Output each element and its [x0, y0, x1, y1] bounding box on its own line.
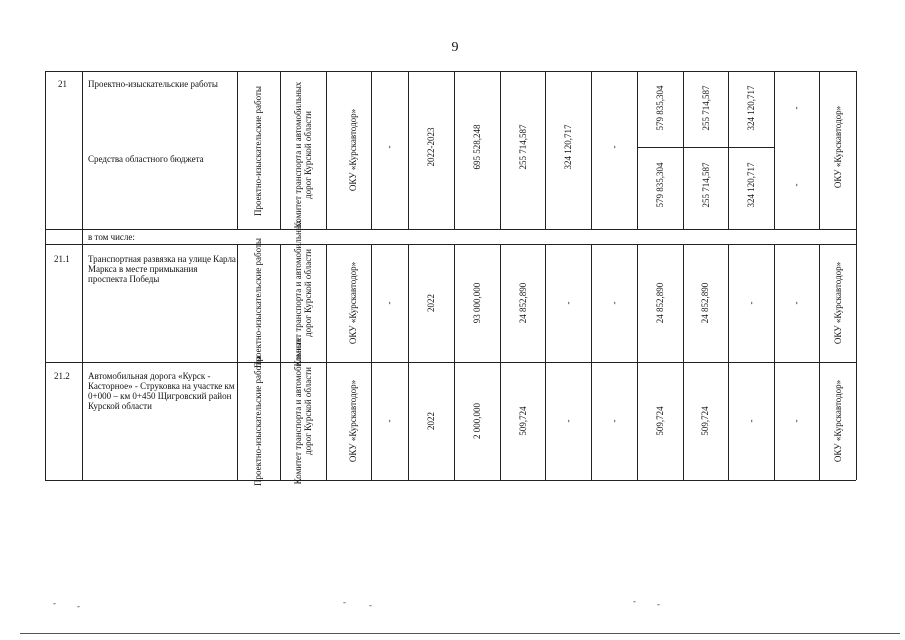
row-21-2-number: 21.2 [54, 371, 70, 381]
row-21-bottom-a: 579 835,304 [655, 162, 665, 208]
row-21-2-value-7: - [791, 419, 801, 423]
row-21-1-title: Транспортная развязка на улице Карла Маркса в месте примыкания проспекта Победы [88, 254, 236, 284]
row-21-2-customer: Комитет транспорта и автомобильных дорог Курской области [293, 337, 313, 485]
row-21-1-customer: Комитет транспорта и автомобильных дорог Курской области [293, 219, 313, 367]
row-21-1-value-2: - [563, 301, 573, 305]
row-21-top-b: 255 714,587 [701, 85, 711, 131]
page-bottom-edge [20, 633, 900, 634]
row-21-1-value-3: - [609, 301, 619, 305]
row-21-2-total: 2 000,000 [472, 403, 482, 439]
row-21-2-value-2: - [563, 419, 573, 423]
row-21-1-total: 93 000,000 [472, 282, 482, 324]
row-21-1-value-6: - [746, 301, 756, 305]
row-21-2-dash: - [384, 419, 394, 423]
row-21-y2022: 255 714,587 [518, 124, 528, 170]
row-21-2-executor-2: ОКУ «Курскавтодор» [833, 379, 843, 463]
row-21-1-dash: - [384, 301, 394, 305]
row-21-2-value-4: 509,724 [655, 406, 665, 436]
row-21-1-number: 21.1 [54, 254, 70, 264]
row-21-2-value-3: - [609, 419, 619, 423]
row-21-executor-2: ОКУ «Курскавтодор» [833, 105, 843, 189]
footer-mark: - [633, 596, 636, 606]
row-21-1-period: 2022 [426, 294, 436, 312]
row-21-period: 2022-2023 [426, 127, 436, 167]
row-21-1-executor-2: ОКУ «Курскавтодор» [833, 261, 843, 345]
footer-mark: - [53, 598, 56, 608]
row-21-y2023: 324 120,717 [563, 124, 573, 170]
row-21-1-value-1: 24 852,890 [518, 282, 528, 324]
footer-mark: - [343, 597, 346, 607]
row-21-bottom-c: 324 120,717 [746, 162, 756, 208]
row-21-subtitle: Средства областного бюджета [88, 154, 204, 164]
row-21-bottom-d: - [791, 183, 801, 187]
row-21-2-executor: ОКУ «Курскавтодор» [348, 379, 358, 463]
row-21-bottom-b: 255 714,587 [701, 162, 711, 208]
row-21-work-type: Проектно-изыскательские работы [253, 86, 263, 216]
row-21-2-value-6: - [746, 419, 756, 423]
row-21-title: Проектно-изыскательские работы [88, 79, 218, 89]
row-21-2-value-5: 509,724 [700, 406, 710, 436]
row-21-2-work-type: Проектно-изыскательские работы [253, 356, 263, 486]
row-21-2-title: Автомобильная дорога «Курск - Касторное» - Струковка на участке км 0+000 – км 0+450 Щигровский район Курской области [88, 371, 235, 411]
row-21-1-value-7: - [791, 301, 801, 305]
row-21-2-period: 2022 [426, 412, 436, 430]
row-21-1-value-4: 24 852,890 [655, 282, 665, 324]
row-21-total: 695 528,248 [472, 124, 482, 170]
row-21-dash: - [384, 145, 394, 149]
page-number: 9 [451, 40, 459, 55]
footer-mark: - [369, 600, 372, 610]
row-21-1-value-5: 24 852,890 [700, 282, 710, 324]
row-21-executor: ОКУ «Курскавтодор» [348, 108, 358, 192]
row-21-1-work-type: Проектно-изыскательские работы [253, 238, 263, 368]
footer-mark: - [657, 599, 660, 609]
row-21-prev: - [609, 145, 619, 149]
including-label: в том числе: [88, 232, 135, 242]
row-21-top-d: - [791, 106, 801, 110]
row-21-1-executor: ОКУ «Курскавтодор» [348, 261, 358, 345]
row-21-top-c: 324 120,717 [746, 85, 756, 131]
row-21-top-a: 579 835,304 [655, 85, 665, 131]
footer-mark: - [77, 601, 80, 611]
row-21-customer: Комитет транспорта и автомобильных дорог Курской области [293, 81, 313, 229]
row-21-2-value-1: 509,724 [518, 406, 528, 436]
row-21-number: 21 [58, 79, 67, 89]
